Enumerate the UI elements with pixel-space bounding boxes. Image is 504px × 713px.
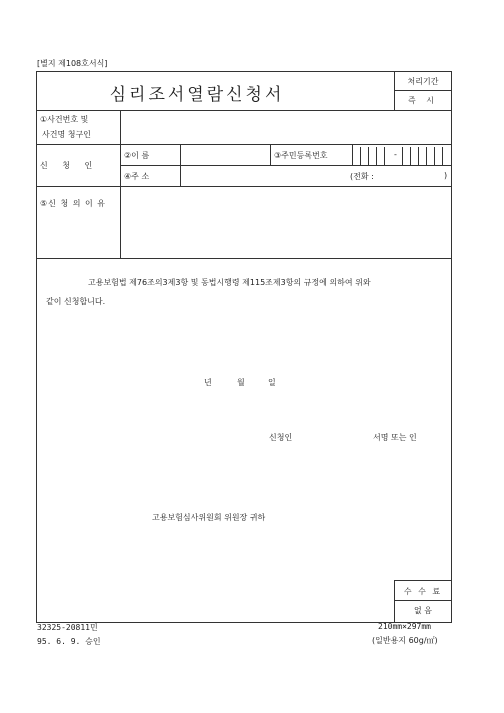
applicant-label: 신 청 인 xyxy=(40,161,99,170)
paper-type: (일반용지 60g/㎡) xyxy=(372,636,438,645)
divider xyxy=(394,600,452,601)
form-code: 32325-20811민 xyxy=(37,623,98,632)
body-line1: 고용보험법 제76조의3제3항 및 동법시행령 제115조제3항의 규정에 의하여 위와 xyxy=(88,278,371,287)
date-year-label: 년 xyxy=(204,378,212,387)
processing-period-value: 즉 시 xyxy=(408,96,438,105)
signature-label: 서명 또는 인 xyxy=(373,433,417,442)
body-line2: 같이 신청합니다. xyxy=(46,297,106,306)
address-label: ④주 소 xyxy=(124,172,150,181)
recipient: 고용보험심사위원회 위원장 귀하 xyxy=(152,513,266,522)
case-number-field[interactable] xyxy=(121,111,451,143)
case-label-line1: ①사건번호 및 xyxy=(40,115,89,124)
date-day-label: 일 xyxy=(268,378,276,387)
form-title: 심리조서열람신청서 xyxy=(109,85,285,105)
divider xyxy=(270,144,271,165)
processing-period-label: 처리기간 xyxy=(407,77,439,86)
resident-number-label: ③주민등록번호 xyxy=(274,151,328,160)
digit-box xyxy=(384,147,393,165)
form-attachment-label: [별지 제108호서식] xyxy=(37,59,108,68)
phone-open: (전화 : xyxy=(350,172,374,181)
date-month-label: 월 xyxy=(237,378,245,387)
signer-label: 신청인 xyxy=(269,433,293,442)
resident-number-dash: - xyxy=(394,150,397,159)
case-label-line2: 사건명 청구인 xyxy=(42,130,91,139)
fee-label: 수 수 료 xyxy=(403,587,443,596)
divider xyxy=(36,258,452,259)
reason-field[interactable] xyxy=(121,187,451,257)
digit-box xyxy=(442,147,451,165)
paper-size: 210mm×297mm xyxy=(378,622,431,631)
name-field[interactable] xyxy=(181,145,269,164)
fee-value: 없 음 xyxy=(414,606,432,615)
approval-date: 95. 6. 9. 승인 xyxy=(37,637,101,646)
name-label: ②이 름 xyxy=(124,151,150,160)
reason-label: ⑤신 청 의 이 유 xyxy=(40,199,106,208)
divider xyxy=(394,580,452,581)
address-field[interactable] xyxy=(181,166,451,185)
divider xyxy=(394,90,452,91)
phone-close: ) xyxy=(444,171,448,180)
